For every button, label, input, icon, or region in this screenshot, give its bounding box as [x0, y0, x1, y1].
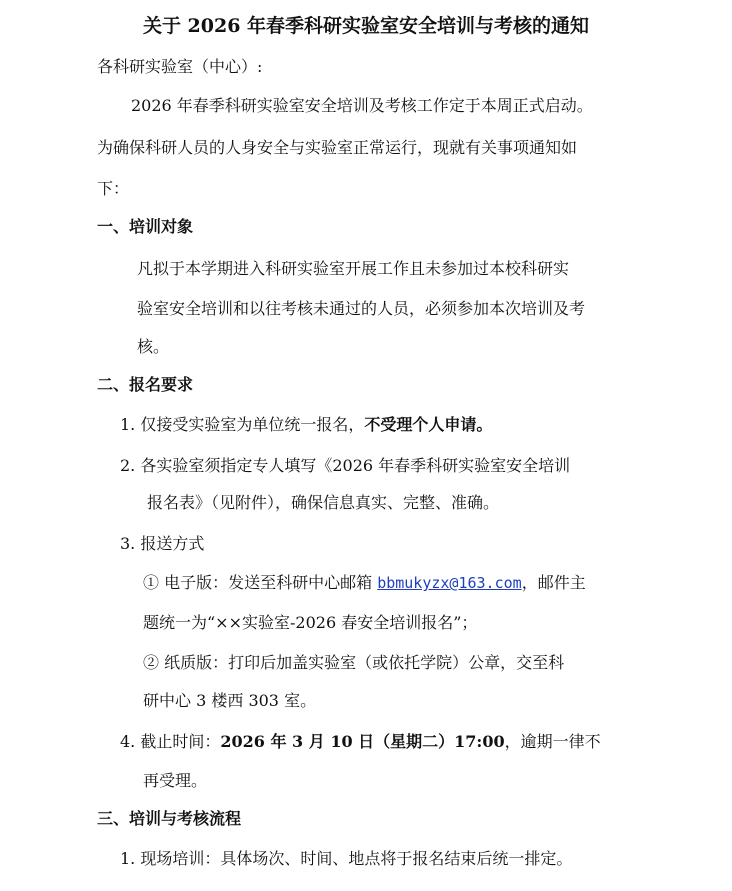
item-4-number: 4. [120, 732, 136, 751]
item-1-text: 仅接受实验室为单位统一报名， [140, 415, 365, 434]
item-2-number: 2. [120, 456, 136, 475]
item-4 [120, 731, 601, 753]
item-4-suffix: ，逾期一律不 [504, 732, 601, 751]
item-2 [120, 455, 570, 477]
deadline: 2026 年 3 月 10 日（星期二）17:00 [220, 732, 505, 751]
electronic-prefix: ① 电子版：发送至科研中心邮箱 [143, 573, 378, 592]
item-1-bold-text: 不受理个人申请。 [364, 415, 493, 434]
intro-line-1: 2026 年春季科研实验室安全培训及考核工作定于本周正式启动。 [131, 96, 593, 115]
item-2-line-2: 报名表》（见附件），确保信息真实、完整、准确。 [147, 493, 500, 512]
intro-line-3: 下： [97, 179, 130, 198]
page-title: 关于 2026 年春季科研实验室安全培训与考核的通知 [142, 15, 590, 37]
section-1-line-1: 凡拟于本学期进入科研实验室开展工作且未参加过本校科研实 [137, 259, 570, 278]
item-1 [120, 414, 492, 436]
paper-submission-line-2: 研中心 3 楼西 303 室。 [143, 691, 317, 710]
item-3-label: 报送方式 [140, 534, 205, 553]
salutation: 各科研实验室（中心）: [97, 57, 263, 76]
item-1-number: 1. [120, 415, 136, 434]
electronic-line-2: 题统一为“××实验室-2026 春安全培训报名”； [143, 613, 478, 632]
electronic-suffix: ，邮件主 [521, 573, 586, 592]
item-3-number: 3. [120, 534, 136, 553]
section-3-heading: 三、培训与考核流程 [97, 809, 242, 828]
section-3-item-1-number: 1. [120, 849, 136, 868]
section-1-heading: 一、培训对象 [97, 217, 194, 236]
electronic-submission [143, 572, 586, 594]
item-4-line-2: 再受理。 [143, 771, 208, 790]
section-3-item-1-text: 现场培训：具体场次、时间、地点将于报名结束后统一排定。 [140, 849, 573, 868]
section-1-line-2: 验室安全培训和以往考核未通过的人员，必须参加本次培训及考 [137, 299, 586, 318]
section-2-heading: 二、报名要求 [97, 375, 194, 394]
item-2-line-1: 各实验室须指定专人填写《2026 年春季科研实验室安全培训 [140, 456, 571, 475]
item-3 [120, 533, 204, 555]
email-link[interactable]: bbmukyzx@163.com [377, 574, 522, 592]
section-3-item-1 [120, 848, 572, 870]
section-1-line-3: 核。 [137, 337, 170, 356]
intro-line-2: 为确保科研人员的人身安全与实验室正常运行，现就有关事项通知如 [97, 138, 578, 157]
paper-submission-line-1: ② 纸质版：打印后加盖实验室（或依托学院）公章，交至科 [143, 653, 565, 672]
item-4-prefix: 截止时间： [140, 732, 221, 751]
